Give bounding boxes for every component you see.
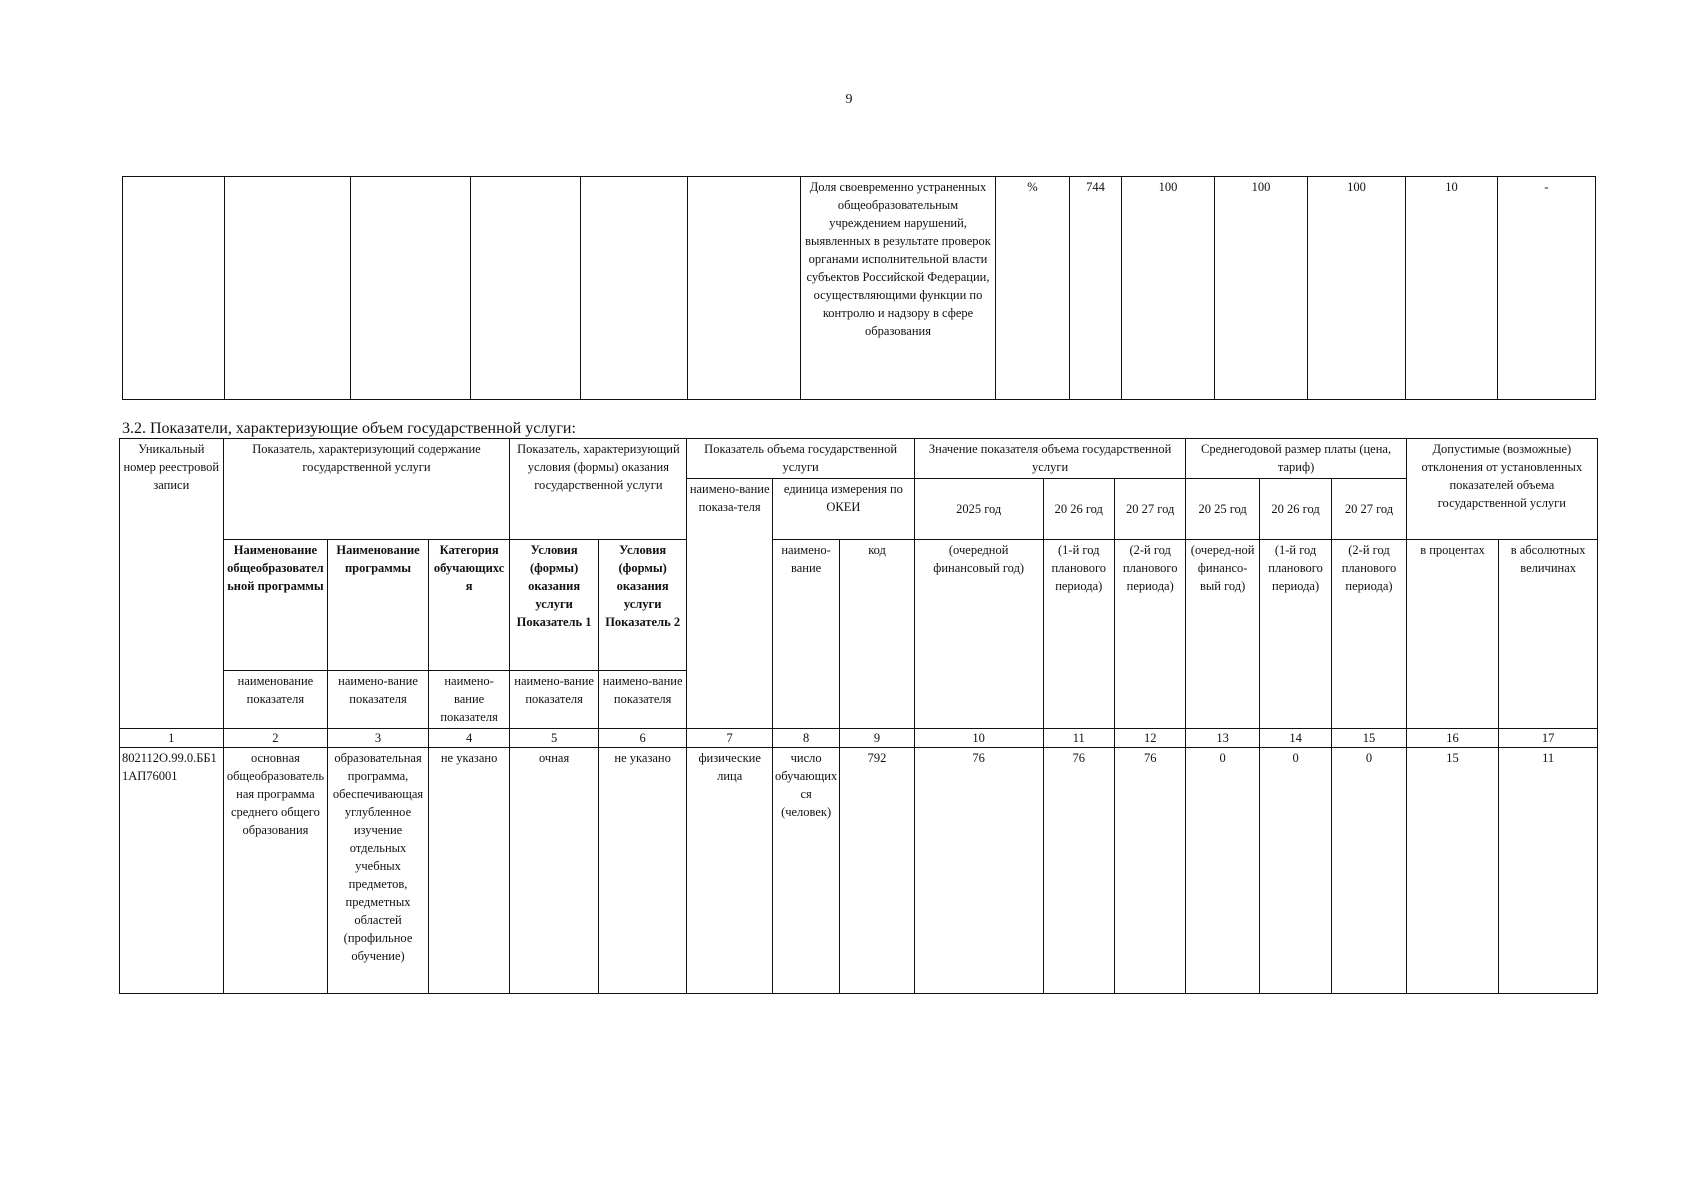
column-number: 11 — [1043, 728, 1114, 747]
indicator-name-3: наимено-вание показателя — [428, 670, 510, 728]
column-number: 17 — [1499, 728, 1598, 747]
category-header: Категория обучающихся — [428, 539, 510, 670]
data-cell: 0 — [1259, 748, 1331, 994]
data-cell: не указано — [428, 748, 510, 994]
data-cell: 0 — [1332, 748, 1406, 994]
plan-2-label: (2-й год планового периода) — [1114, 539, 1185, 728]
deviation-header: Допустимые (возможные) отклонения от установленных показателей объема государственной услуги — [1406, 439, 1597, 540]
data-cell: 76 — [1043, 748, 1114, 994]
indicator-name-5: наимено-вание показателя — [598, 670, 687, 728]
column-numbers-row — [120, 728, 1598, 747]
indicator-name-cell: Доля своевременно устраненных общеобразовательным учреждением нарушений, выявленных в результате проверок органами исполнительной власти субъектов Российской Федерации, осуществляющими функции по контролю и надзору в сфере образования — [801, 177, 996, 400]
program-name-header: Наименование общеобразовательной программы — [223, 539, 328, 670]
page-number: 9 — [845, 92, 853, 107]
top-cell — [123, 177, 225, 400]
top-cell: 744 — [1070, 177, 1122, 400]
top-cell — [225, 177, 351, 400]
column-number: 5 — [510, 728, 599, 747]
data-cell: число обучающихся (человек) — [772, 748, 839, 994]
top-cell — [471, 177, 581, 400]
top-cell: 10 — [1406, 177, 1498, 400]
header-row-3 — [120, 539, 1598, 555]
column-number: 7 — [687, 728, 773, 747]
unit-name-header: наимено-вание — [772, 539, 839, 728]
conditions-header: Показатель, характеризующий условия (формы) оказания государственной услуги — [510, 439, 687, 540]
price-plan-1-label: (1-й год планового периода) — [1259, 539, 1331, 728]
column-number: 14 — [1259, 728, 1331, 747]
indicator-name-4: наимено-вание показателя — [510, 670, 599, 728]
year-2027: 20 27 год — [1114, 478, 1185, 539]
year-2025: 2025 год — [914, 478, 1043, 539]
price-year-2026: 20 26 год — [1259, 478, 1331, 539]
price-year-2025: 20 25 год — [1186, 478, 1259, 539]
column-number: 3 — [328, 728, 429, 747]
column-number: 15 — [1332, 728, 1406, 747]
volume-header: Показатель объема государственной услуги — [687, 439, 914, 479]
fin-year-label: (очередной финансовый год) — [914, 539, 1043, 728]
price-header: Среднегодовой размер платы (цена, тариф) — [1186, 439, 1406, 479]
top-table — [122, 176, 1596, 400]
column-number: 9 — [840, 728, 914, 747]
top-cell: 100 — [1122, 177, 1215, 400]
price-year-2027: 20 27 год — [1332, 478, 1406, 539]
program-header: Наименование программы — [328, 539, 429, 670]
top-cell — [581, 177, 688, 400]
okei-header: единица измерения по ОКЕИ — [772, 478, 914, 539]
top-table-row — [123, 177, 1596, 400]
column-number: 8 — [772, 728, 839, 747]
volume-name-header: наимено-вание показа-теля — [687, 478, 773, 728]
condition-2-header: Условия (формы) оказания услуги Показатель 2 — [598, 539, 687, 670]
data-cell: 76 — [914, 748, 1043, 994]
section-title: 3.2. Показатели, характеризующие объем государственной услуги: — [122, 420, 576, 437]
top-cell — [351, 177, 471, 400]
data-cell: 76 — [1114, 748, 1185, 994]
top-cell: 100 — [1308, 177, 1406, 400]
column-number: 10 — [914, 728, 1043, 747]
column-number: 1 — [120, 728, 224, 747]
content-header: Показатель, характеризующий содержание государственной услуги — [223, 439, 510, 540]
data-cell: 11 — [1499, 748, 1598, 994]
column-number: 4 — [428, 728, 510, 747]
data-cell: основная общеобразовательная программа среднего общего образования — [223, 748, 328, 994]
data-cell: очная — [510, 748, 599, 994]
data-cell: 15 — [1406, 748, 1499, 994]
data-cell: образовательная программа, обеспечивающая углубленное изучение отдельных учебных предметов, предметных областей (профильное обучение) — [328, 748, 429, 994]
data-cell: 0 — [1186, 748, 1259, 994]
top-cell — [688, 177, 801, 400]
top-cell: - — [1498, 177, 1596, 400]
price-fin-year-label: (очеред-ной финансо-вый год) — [1186, 539, 1259, 728]
top-cell: % — [996, 177, 1070, 400]
price-plan-2-label: (2-й год планового периода) — [1332, 539, 1406, 728]
condition-1-header: Условия (формы) оказания услуги Показатель 1 — [510, 539, 599, 670]
data-cell: физические лица — [687, 748, 773, 994]
volume-table — [119, 438, 1598, 994]
header-row-1 — [120, 439, 1598, 479]
indicator-name-1: наименование показателя — [223, 670, 328, 728]
value-header: Значение показателя объема государственной услуги — [914, 439, 1186, 479]
absolute-header: в абсолютных величинах — [1499, 539, 1598, 728]
data-cell: 792 — [840, 748, 914, 994]
column-number: 12 — [1114, 728, 1185, 747]
column-number: 16 — [1406, 728, 1499, 747]
column-number: 6 — [598, 728, 687, 747]
data-cell: не указано — [598, 748, 687, 994]
top-cell: 100 — [1215, 177, 1308, 400]
column-number: 2 — [223, 728, 328, 747]
data-row — [120, 748, 1598, 994]
percent-header: в процентах — [1406, 539, 1499, 728]
unit-code-header: код — [840, 539, 914, 728]
column-number: 13 — [1186, 728, 1259, 747]
data-cell: 802112О.99.0.ББ11АП76001 — [120, 748, 224, 994]
year-2026: 20 26 год — [1043, 478, 1114, 539]
indicator-name-2: наимено-вание показателя — [328, 670, 429, 728]
unique-header: Уникальный номер реестровой записи — [120, 439, 224, 729]
plan-1-label: (1-й год планового периода) — [1043, 539, 1114, 728]
